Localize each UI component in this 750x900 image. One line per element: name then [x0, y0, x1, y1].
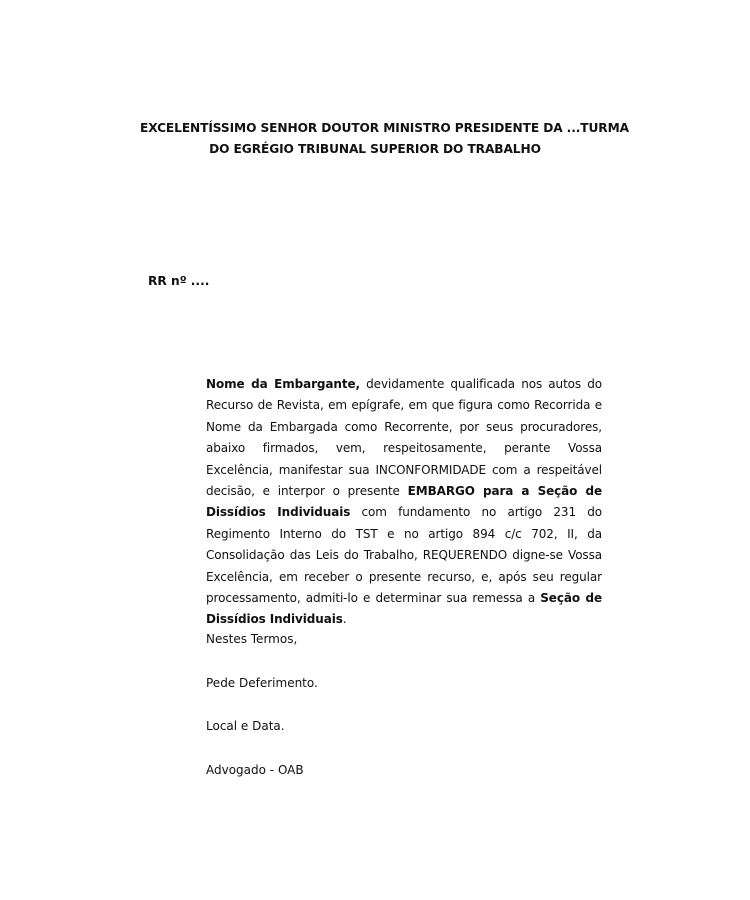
section-name: Seção de Dissídios Individuais	[206, 591, 603, 627]
heading-line-2: DO EGRÉGIO TRIBUNAL SUPERIOR DO TRABALHO	[209, 142, 541, 156]
closing-signature: Advogado - OAB	[206, 763, 304, 777]
petition-text-part2: com fundamento no artigo 231 do Regimento Interno do TST e no artigo 894 c/c 702, II, da Consolidação das Leis do Trabalho, REQUERENDO digne-se Vossa Excelência, em receber o presente recurso, e, após seu regular processamento, admiti-lo e determinar sua remessa a	[206, 505, 603, 606]
embargo-title: EMBARGO para a Seção de Dissídios Individuais	[206, 484, 602, 520]
closing-terms: Nestes Termos,	[206, 632, 298, 646]
closing-place-date: Local e Data.	[206, 719, 285, 733]
heading-line-1: EXCELENTÍSSIMO SENHOR DOUTOR MINISTRO PRESIDENTE DA ...TURMA	[140, 121, 629, 135]
petition-paragraph	[206, 374, 602, 631]
petition-text-part1: devidamente qualificada nos autos do Recurso de Revista, em epígrafe, em que figura como Recorrida e Nome da Embargada como Recorrente, por seus procuradores, abaixo firmados, vem, respeitosamente, perante Vossa Excelência, manifestar sua INCONFORMIDADE com a respeitável decisão, e interpor o presente	[206, 377, 603, 499]
petition-text-end: .	[342, 612, 347, 627]
party-name: Nome da Embargante,	[206, 377, 360, 391]
case-reference: RR nº ....	[148, 274, 210, 288]
closing-request: Pede Deferimento.	[206, 676, 318, 690]
document-heading	[140, 118, 629, 160]
